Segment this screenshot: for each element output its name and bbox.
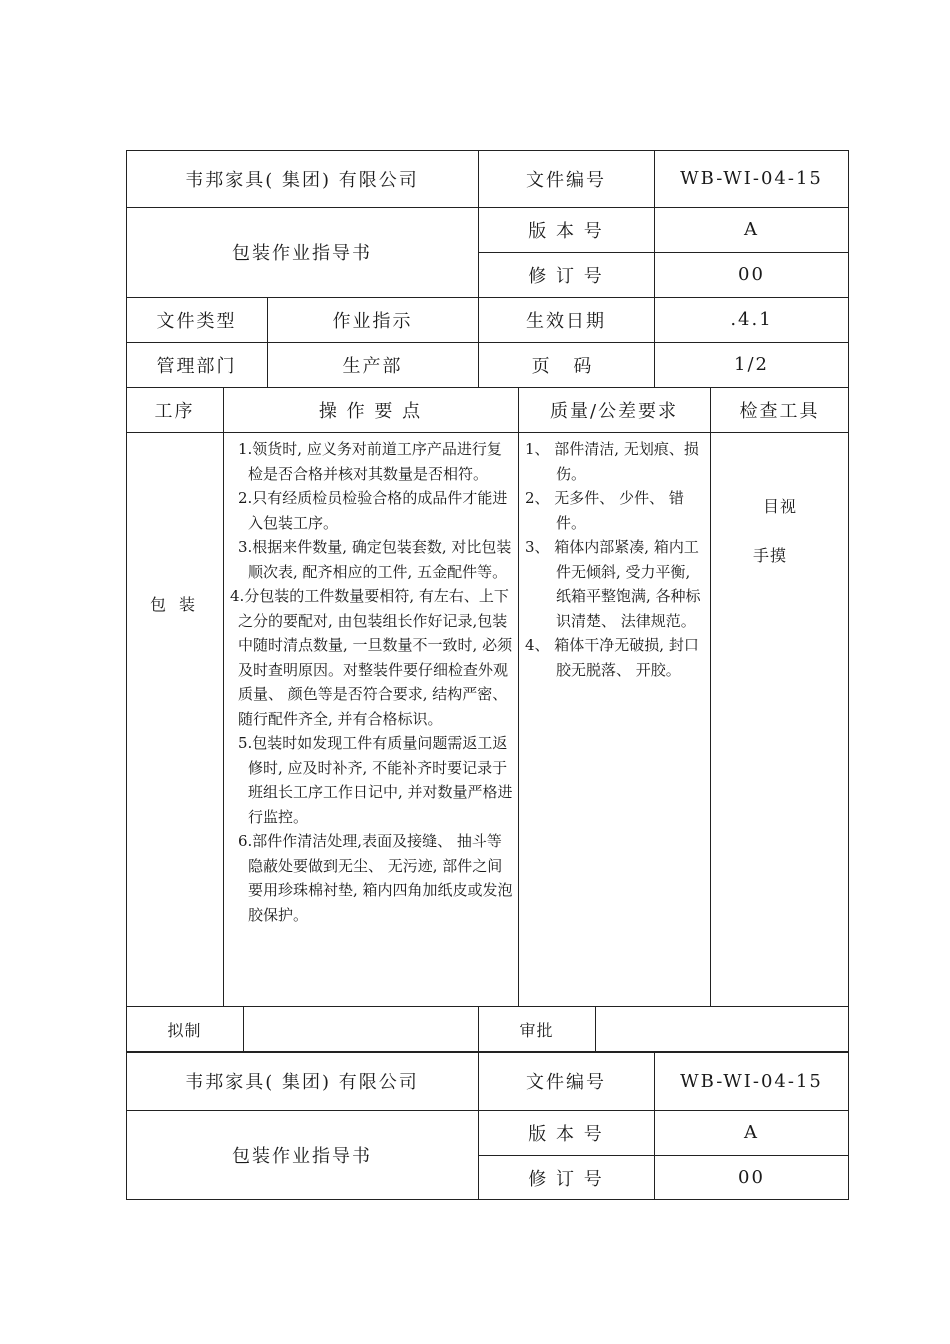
quality-requirement: 3、 箱体内部紧凑, 箱内工件无倾斜, 受力平衡, 纸箱平整饱满, 各种标识清楚、 法律规范。 bbox=[525, 538, 701, 630]
quality-requirement: 4、 箱体干净无破损, 封口胶无脱落、 开胶。 bbox=[525, 636, 699, 679]
operation-point: 3.根据来件数量, 确定包装套数, 对比包装顺次表, 配齐相应的工件, 五金配件等。 bbox=[238, 538, 512, 581]
revision-label: 修 订 号 bbox=[528, 265, 604, 287]
rule bbox=[518, 387, 519, 1006]
revision-value: 00 bbox=[738, 264, 765, 285]
rule bbox=[710, 387, 711, 1006]
drafted-by-label: 拟制 bbox=[167, 1020, 202, 1040]
col-header-key-points: 操 作 要 点 bbox=[318, 400, 423, 422]
doc-type-value: 作业指示 bbox=[332, 310, 413, 332]
quality-requirements-list bbox=[525, 437, 705, 682]
effective-date-value: .4.1 bbox=[730, 309, 773, 330]
doc-number: WB-WI-04-15 bbox=[680, 168, 823, 189]
operation-points-list bbox=[230, 437, 515, 927]
tool-touch: 手摸 bbox=[752, 545, 787, 565]
drafted-by-field bbox=[243, 1006, 478, 1052]
rule bbox=[126, 432, 849, 433]
quality-requirement: 1、 部件清洁, 无划痕、损伤。 bbox=[525, 440, 699, 483]
col-header-process: 工序 bbox=[154, 400, 195, 422]
col-header-quality: 质量/公差要求 bbox=[549, 400, 679, 422]
doc-number: WB-WI-04-15 bbox=[680, 1070, 823, 1092]
revision-label: 修 订 号 bbox=[528, 1168, 604, 1190]
doc-type-label: 文件类型 bbox=[156, 310, 237, 332]
version-label: 版 本 号 bbox=[528, 1123, 604, 1145]
document-title: 包装作业指导书 bbox=[232, 1146, 372, 1167]
company-name: 韦邦家具( 集团) 有限公司 bbox=[185, 1072, 419, 1093]
department-value: 生产部 bbox=[342, 355, 403, 377]
col-header-tools: 检查工具 bbox=[739, 400, 820, 422]
company-name: 韦邦家具( 集团) 有限公司 bbox=[185, 169, 419, 191]
page-label: 页 码 bbox=[531, 355, 601, 377]
approved-by-field bbox=[595, 1006, 849, 1052]
document-title: 包装作业指导书 bbox=[232, 243, 372, 264]
operation-point: 2.只有经质检员检验合格的成品件才能进入包装工序。 bbox=[238, 489, 508, 532]
rule bbox=[223, 387, 224, 1006]
page-value: 1/2 bbox=[734, 354, 769, 375]
department-label: 管理部门 bbox=[156, 355, 237, 377]
revision-value: 00 bbox=[738, 1167, 765, 1188]
effective-date-label: 生效日期 bbox=[526, 310, 606, 332]
version-label: 版 本 号 bbox=[528, 220, 604, 242]
tool-visual: 目视 bbox=[762, 496, 797, 516]
operation-point: 1.领货时, 应义务对前道工序产品进行复检是否合格并核对其数量是否相符。 bbox=[238, 440, 502, 483]
version-value: A bbox=[744, 1122, 759, 1143]
operation-point: 6.部件作清洁处理,表面及接缝、 抽斗等隐蔽处要做到无尘、 无污迹, 部件之间要用珍珠棉衬垫, 箱内四角加纸皮或发泡胶保护。 bbox=[238, 832, 513, 924]
doc-number-label: 文件编号 bbox=[526, 1072, 606, 1093]
approved-by-label: 审批 bbox=[519, 1020, 554, 1040]
operation-point: 4.分包装的工件数量要相符, 有左右、上下之分的要配对, 由包装组长作好记录,包装中随时清点数量, 一旦数量不一致时, 必须及时查明原因。对整装件要仔细检查外观质量、 颜色等是否符合要求, 结构严密、 随行配件齐全, 并有合格标识。 bbox=[230, 587, 513, 728]
quality-requirement: 2、 无多件、 少件、 错件。 bbox=[525, 489, 684, 532]
doc-number-label: 文件编号 bbox=[526, 169, 606, 191]
version-value: A bbox=[744, 219, 759, 240]
process-name: 包 装 bbox=[149, 594, 200, 614]
operation-point: 5.包装时如发现工件有质量问题需返工返修时, 应及时补齐, 不能补齐时要记录于班组长工序工作日记中, 并对数量严格进行监控。 bbox=[238, 734, 513, 826]
